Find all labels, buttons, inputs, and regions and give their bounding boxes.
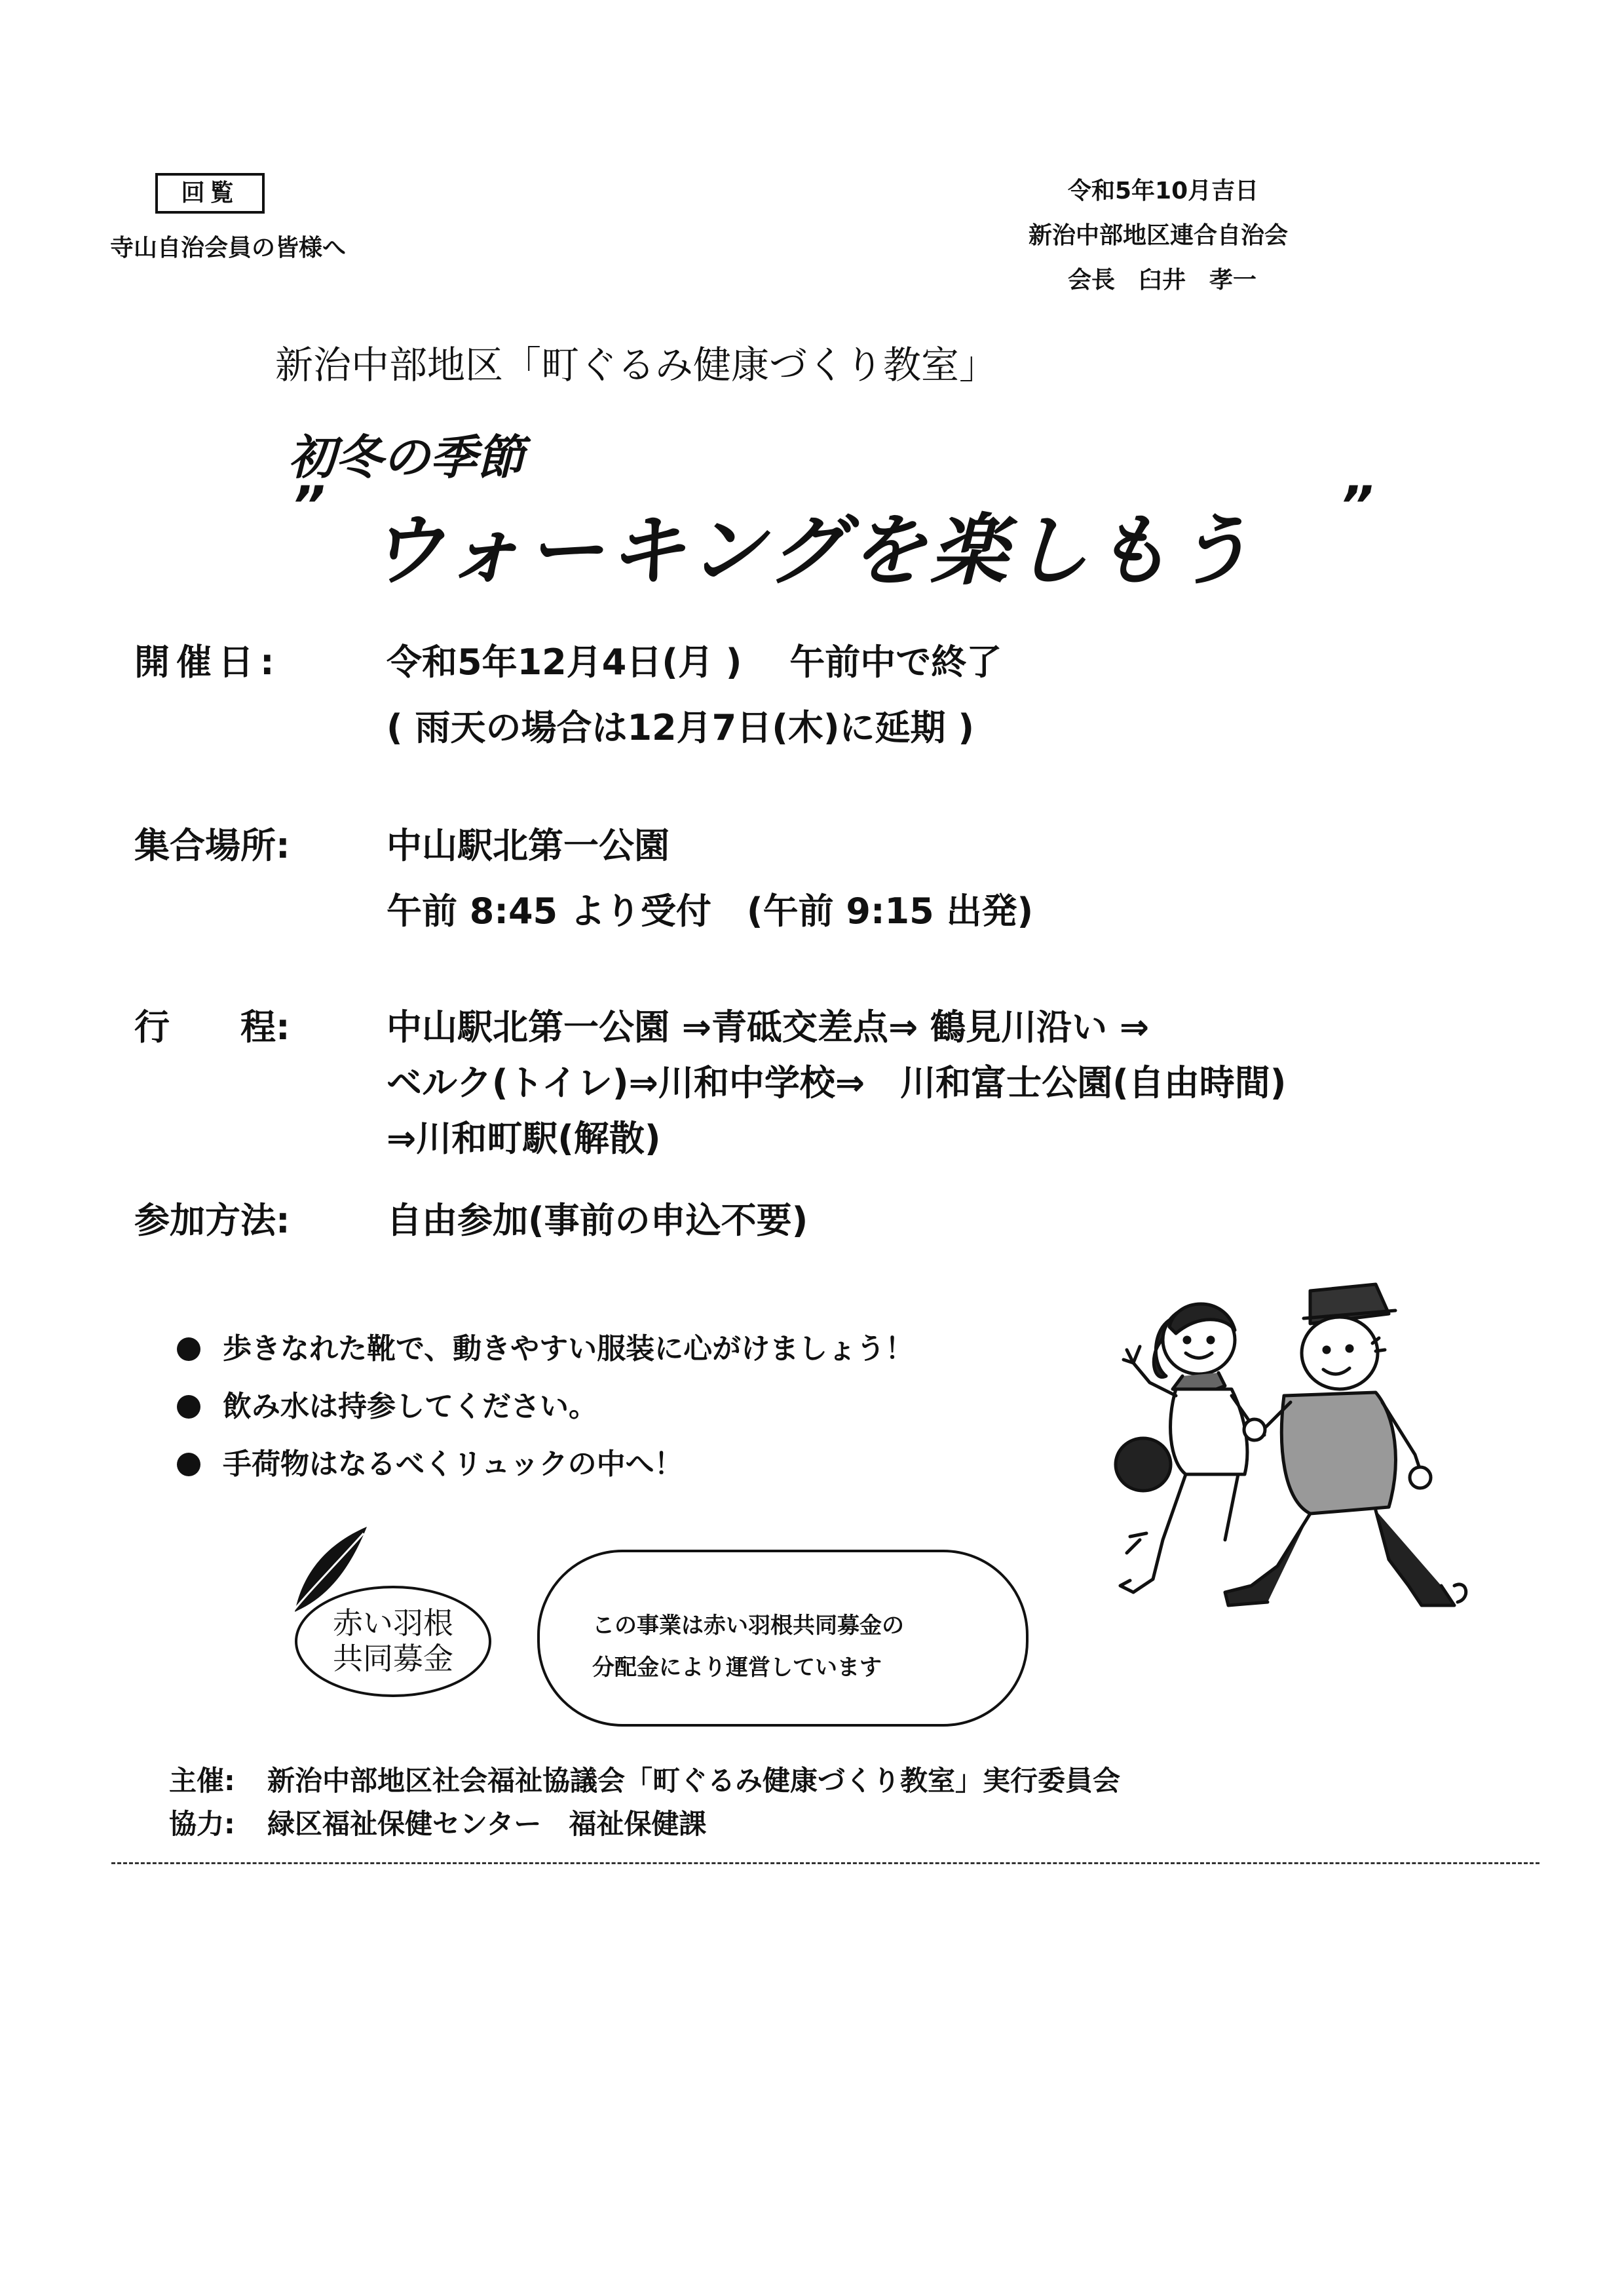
red-feather-line-1: 赤い羽根 bbox=[333, 1605, 453, 1641]
date-label: 開催日: bbox=[134, 641, 281, 683]
cooperation-row bbox=[169, 1803, 1120, 1846]
join-value: 自由参加(事前の申込不要) bbox=[387, 1200, 808, 1241]
president-name: 会長 臼井 孝一 bbox=[1068, 267, 1257, 294]
note-text: 歩きなれた靴で、動きやすい服装に心がけましょう！ bbox=[223, 1332, 915, 1366]
note-item bbox=[177, 1378, 914, 1436]
info-line-2: 分配金により運営しています bbox=[592, 1655, 882, 1681]
main-title: ウォーキングを楽しもう bbox=[367, 505, 1255, 596]
info-line-1: この事業は赤い羽根共同募金の bbox=[592, 1613, 904, 1639]
organizer-label: 主催: bbox=[169, 1765, 235, 1797]
cooperation-value: 緑区福祉保健センター 福祉保健課 bbox=[267, 1808, 707, 1840]
note-item bbox=[177, 1436, 914, 1493]
addressee: 寺山自治会員の皆様へ bbox=[110, 235, 347, 261]
event-subtitle: 新治中部地区「町ぐるみ健康づくり教室」 bbox=[275, 343, 998, 387]
season-heading: 初冬の季節 bbox=[288, 430, 525, 485]
route-line-2: ベルク(トイレ)⇒川和中学校⇒ 川和富士公園(自由時間) bbox=[387, 1062, 1287, 1103]
route-line-3: ⇒川和町駅(解散) bbox=[387, 1118, 661, 1159]
quote-close: ” bbox=[1340, 475, 1374, 536]
place-label: 集合場所: bbox=[134, 825, 290, 866]
route-label: 行 程: bbox=[134, 1006, 290, 1048]
place-line-2: 午前 8:45 より受付 (午前 9:15 出発) bbox=[387, 890, 1034, 932]
footer-divider bbox=[111, 1862, 1539, 1864]
sender-block bbox=[1029, 169, 1369, 303]
red-feather-line-2: 共同募金 bbox=[333, 1641, 453, 1676]
route-line-1: 中山駅北第一公園 ⇒青砥交差点⇒ 鶴見川沿い ⇒ bbox=[387, 1006, 1150, 1048]
red-feather-badge bbox=[295, 1586, 491, 1697]
organization-name: 新治中部地区連合自治会 bbox=[1029, 222, 1289, 249]
red-feather-info-box bbox=[537, 1550, 1029, 1727]
kairan-box: 回覧 bbox=[155, 173, 265, 214]
bullet-icon bbox=[177, 1395, 200, 1419]
cooperation-label: 協力: bbox=[169, 1808, 235, 1840]
walking-couple-illustration bbox=[1114, 1278, 1481, 1618]
bullet-icon bbox=[177, 1337, 200, 1361]
issue-date: 令和5年10月吉日 bbox=[1068, 178, 1259, 204]
date-line-1: 令和5年12月4日(月 ) 午前中で終了 bbox=[387, 641, 1002, 683]
footer bbox=[169, 1759, 1120, 1846]
note-text: 手荷物はなるべくリュックの中へ！ bbox=[223, 1447, 683, 1481]
organizer-row bbox=[169, 1759, 1120, 1803]
notes-list bbox=[177, 1320, 914, 1493]
place-line-1: 中山駅北第一公園 bbox=[387, 825, 670, 866]
bullet-icon bbox=[177, 1453, 200, 1476]
organizer-value: 新治中部地区社会福祉協議会「町ぐるみ健康づくり教室」実行委員会 bbox=[267, 1765, 1121, 1797]
note-text: 飲み水は持参してください。 bbox=[223, 1390, 597, 1423]
join-label: 参加方法: bbox=[134, 1200, 290, 1241]
note-item bbox=[177, 1320, 914, 1378]
quote-open: ” bbox=[292, 475, 326, 536]
date-line-2: ( 雨天の場合は12月7日(木)に延期 ) bbox=[387, 707, 975, 748]
